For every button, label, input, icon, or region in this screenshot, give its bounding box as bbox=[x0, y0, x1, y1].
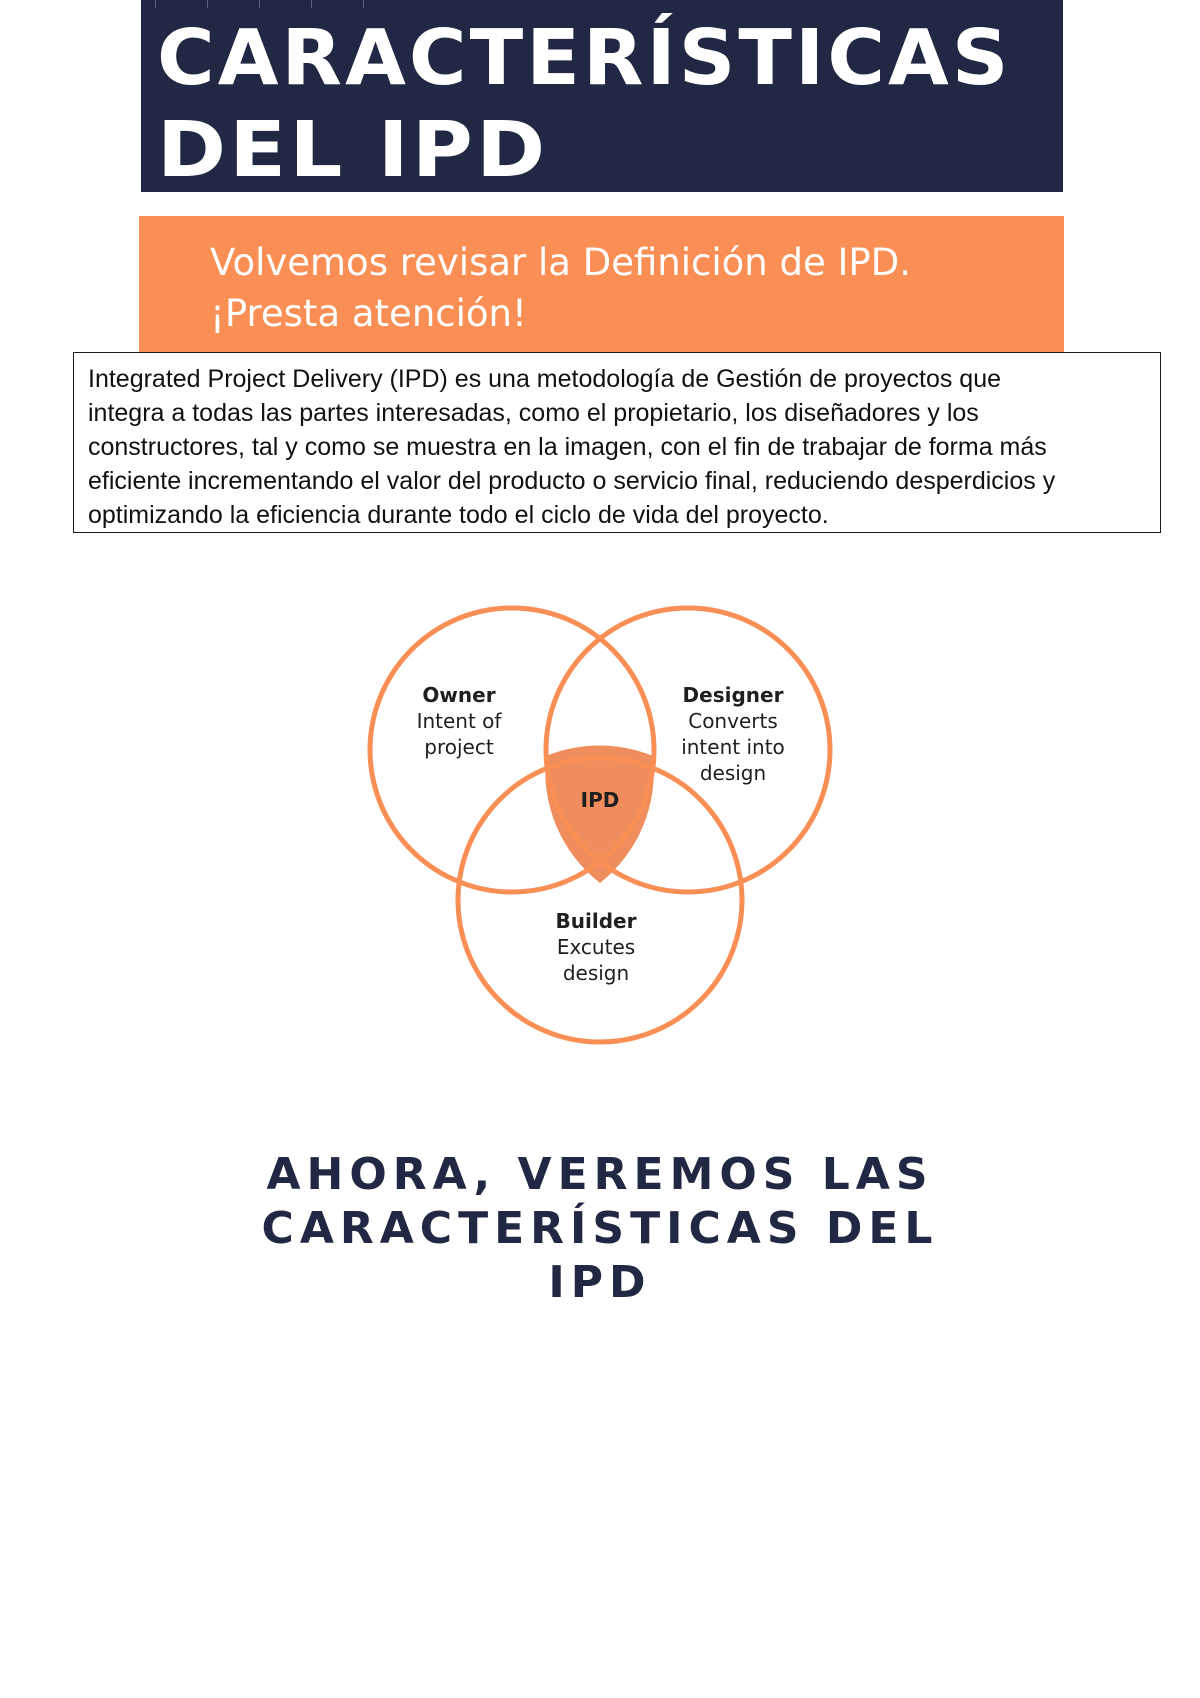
intro-banner-line-2: ¡Presta atención! bbox=[210, 292, 527, 335]
definition-line: optimizando la eficiencia durante todo el ciclo de vida del proyecto. bbox=[88, 501, 829, 529]
closing-heading-line-1: AHORA, VEREMOS LAS bbox=[266, 1149, 934, 1200]
definition-paragraph bbox=[88, 362, 1148, 532]
definition-box bbox=[73, 352, 1161, 533]
definition-line: constructores, tal y como se muestra en la imagen, con el fin de trabajar de forma más bbox=[88, 433, 1047, 461]
decorative-tab-lines bbox=[155, 0, 365, 8]
page-title-line-2: DEL IPD bbox=[157, 106, 549, 192]
closing-heading-line-2: CARACTERÍSTICAS DEL bbox=[261, 1203, 939, 1254]
intro-banner-line-1: Volvemos revisar la Definición de IPD. bbox=[210, 241, 911, 284]
designer-title: Designer bbox=[682, 683, 784, 707]
owner-desc-line-1: Intent of bbox=[416, 709, 502, 733]
closing-heading-line-3: IPD bbox=[548, 1257, 652, 1308]
owner-desc-line-2: project bbox=[424, 735, 494, 759]
closing-heading bbox=[140, 1148, 1060, 1310]
ipd-venn-diagram bbox=[360, 600, 840, 1050]
intro-banner bbox=[139, 216, 1064, 354]
builder-title: Builder bbox=[555, 909, 637, 933]
definition-line: eficiente incrementando el valor del producto o servicio final, reduciendo desperdicios y bbox=[88, 467, 1056, 495]
title-banner bbox=[141, 0, 1063, 192]
definition-line: Integrated Project Delivery (IPD) es una metodología de Gestión de proyectos que bbox=[88, 365, 1002, 393]
builder-desc-line-2: design bbox=[562, 961, 630, 985]
designer-desc-line-3: design bbox=[699, 761, 767, 785]
definition-line: integra a todas las partes interesadas, como el propietario, los diseñadores y los bbox=[88, 399, 979, 427]
builder-desc-line-1: Excutes bbox=[556, 935, 636, 959]
ipd-center-label: IPD bbox=[580, 788, 620, 812]
designer-desc-line-2: intent into bbox=[681, 735, 785, 759]
owner-title: Owner bbox=[422, 683, 496, 707]
designer-desc-line-1: Converts bbox=[688, 709, 778, 733]
page-title-line-1: CARACTERÍSTICAS bbox=[157, 14, 1012, 103]
